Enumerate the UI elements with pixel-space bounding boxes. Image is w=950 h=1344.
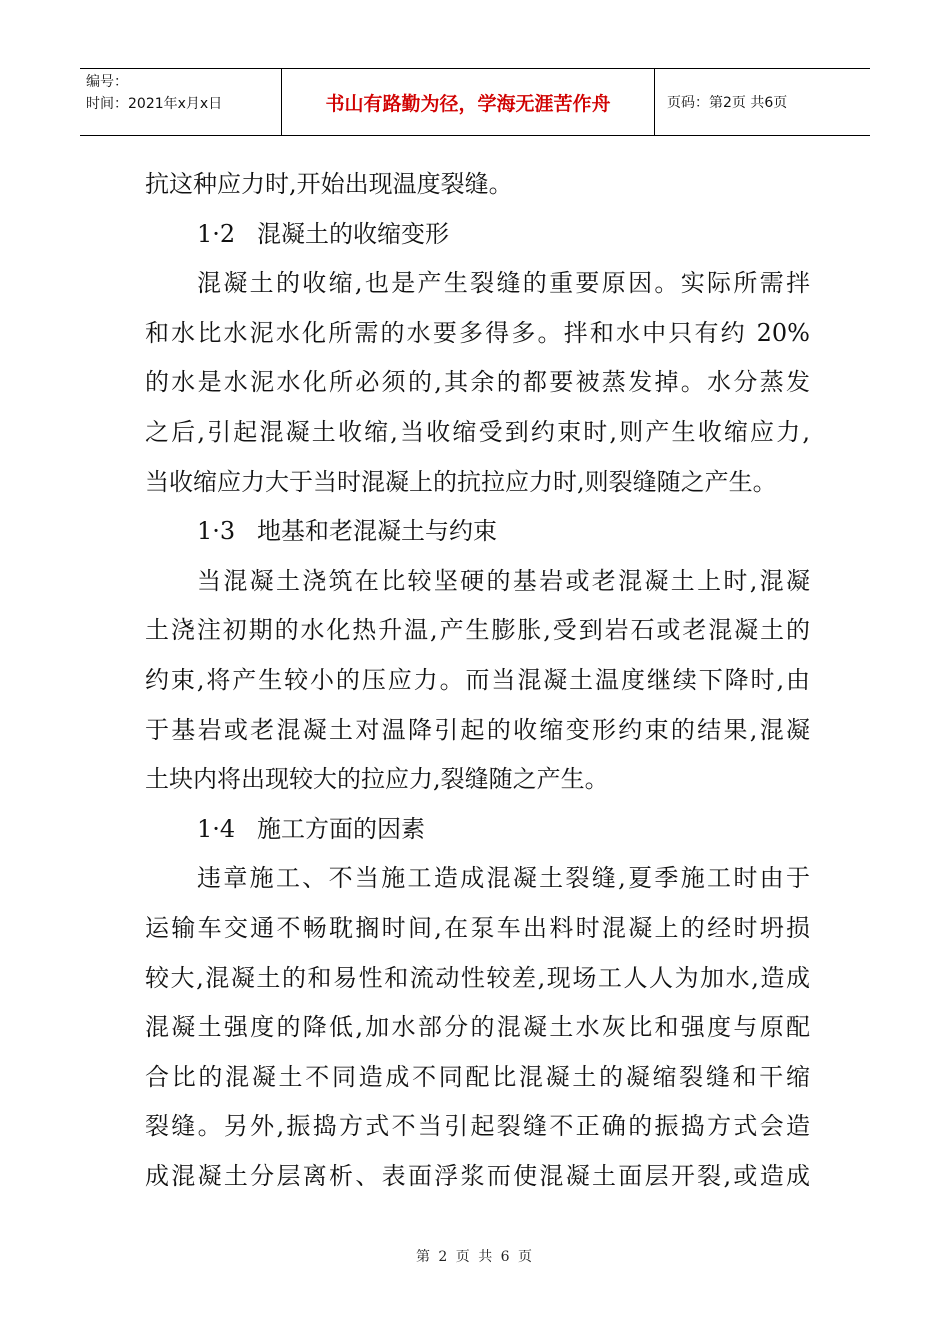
section-number: 1·4 <box>197 814 236 843</box>
paragraph-line: 合比的混凝土不同造成不同配比混凝土的凝缩裂缝和干缩 <box>145 1062 810 1091</box>
page-footer: 第 2 页 共 6 页 <box>415 1249 535 1265</box>
section-number: 1·3 <box>197 517 236 546</box>
section-title: 混凝土的收缩变形 <box>257 219 449 248</box>
section-number: 1·2 <box>197 219 236 248</box>
paragraph-line: 当收缩应力大于当时混凝上的抗拉应力时,则裂缝随之产生。 <box>145 467 777 496</box>
paragraph-line: 成混凝土分层离析、表面浮浆而使混凝土面层开裂,或造成 <box>145 1161 810 1190</box>
paragraph-line: 的水是水泥水化所必须的,其余的都要被蒸发掉。水分蒸发 <box>145 368 810 397</box>
paragraph-line: 裂缝。另外,振捣方式不当引起裂缝不正确的振捣方式会造 <box>145 1112 810 1141</box>
section-heading-1-4 <box>145 805 810 855</box>
paragraph-line: 较大,混凝土的和易性和流动性较差,现场工人人为加水,造成 <box>145 963 810 992</box>
paragraph-line: 于基岩或老混凝土对温降引起的收缩变形约束的结果,混凝 <box>145 715 810 744</box>
paragraph-line: 抗这种应力时,开始出现温度裂缝。 <box>145 170 513 198</box>
document-number-label: 编号： <box>86 74 128 90</box>
paragraph-line: 违章施工、不当施工造成混凝土裂缝,夏季施工时由于 <box>197 864 810 893</box>
paragraph-line: 土块内将出现较大的拉应力,裂缝随之产生。 <box>145 765 609 794</box>
header-page-info: 页码：第2页 共6页 <box>667 95 788 111</box>
paragraph-line: 混凝土的收缩,也是产生裂缝的重要原因。实际所需拌 <box>197 269 810 298</box>
header-motto: 书山有路勤为径，学海无涯苦作舟 <box>282 69 655 135</box>
paragraph-line: 之后,引起混凝土收缩,当收缩受到约束时,则产生收缩应力, <box>145 417 810 446</box>
paragraph-line: 约束,将产生较小的压应力。而当混凝土温度继续下降时,由 <box>145 665 810 694</box>
paragraph-line: 混凝土强度的降低,加水部分的混凝土水灰比和强度与原配 <box>145 1013 810 1042</box>
paragraph-line: 运输车交通不畅耽搁时间,在泵车出料时混凝上的经时坍损 <box>145 913 810 942</box>
document-body <box>145 160 810 1201</box>
paragraph-line: 当混凝土浇筑在比较坚硬的基岩或老混凝土上时,混凝 <box>197 566 810 595</box>
section-title: 施工方面的因素 <box>257 814 425 843</box>
paragraph-line: 和水比水泥水化所需的水要多得多。拌和水中只有约 20% <box>145 318 810 347</box>
header-meta <box>80 69 282 135</box>
document-time: 时间：2021年x月x日 <box>86 96 223 112</box>
section-heading-1-3 <box>145 507 810 557</box>
paragraph-line: 土浇注初期的水化热升温,产生膨胀,受到岩石或老混凝土的 <box>145 616 810 645</box>
section-heading-1-2 <box>145 210 810 260</box>
section-title: 地基和老混凝土与约束 <box>257 517 497 546</box>
page-header <box>80 68 870 136</box>
